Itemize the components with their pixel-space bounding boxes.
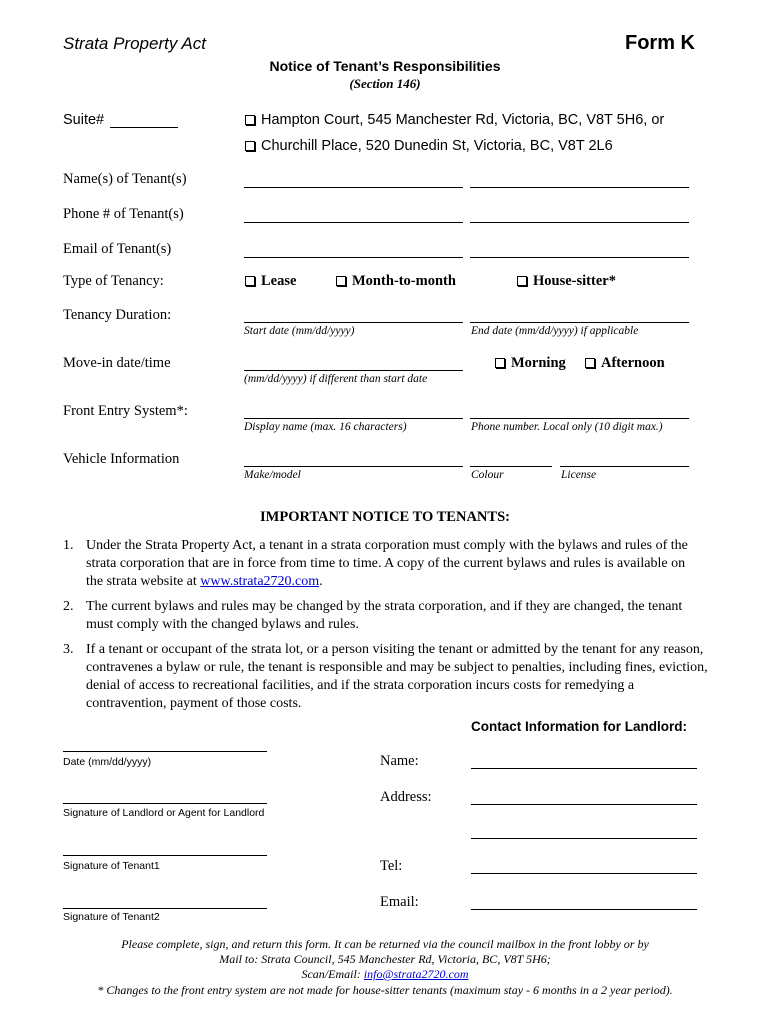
checkbox-icon[interactable] bbox=[245, 276, 255, 286]
tenant-email-1-line[interactable] bbox=[244, 257, 463, 258]
movein-label: Move-in date/time bbox=[63, 355, 171, 371]
checkbox-icon[interactable] bbox=[585, 358, 595, 368]
checkbox-icon[interactable] bbox=[245, 115, 255, 125]
notice-item-3-number: 3. bbox=[63, 642, 74, 657]
tenant1-signature-caption: Signature of Tenant1 bbox=[63, 860, 160, 872]
landlord-signature-line[interactable] bbox=[63, 803, 267, 804]
landlord-tel-line[interactable] bbox=[471, 873, 697, 874]
entry-phone-line[interactable] bbox=[470, 418, 689, 419]
colour-line[interactable] bbox=[470, 466, 552, 467]
month-to-month-option[interactable] bbox=[336, 273, 456, 290]
checkbox-icon[interactable] bbox=[336, 276, 346, 286]
footer-scan-label: Scan/Email: bbox=[301, 967, 364, 981]
end-date-caption: End date (mm/dd/yyyy) if applicable bbox=[471, 325, 639, 337]
notice-item-3-text: If a tenant or occupant of the strata lot, or a person visiting the tenant or admitted by the tenant for any reason, contravenes a bylaw or rule, the tenant is responsible and may be subject to penalties, including fines, eviction, denial of access to recreational facilities, and if the strata corporation incurs costs for remedying a contravention, payment of those costs. bbox=[86, 642, 708, 711]
make-model-line[interactable] bbox=[244, 466, 463, 467]
notice-item-1-end: . bbox=[319, 574, 323, 589]
lease-option[interactable] bbox=[245, 273, 296, 290]
license-caption: License bbox=[561, 469, 597, 481]
tenant1-signature-line[interactable] bbox=[63, 855, 267, 856]
notice-item-1-number: 1. bbox=[63, 538, 74, 553]
landlord-contact-heading: Contact Information for Landlord: bbox=[471, 719, 687, 734]
tenant-name-1-line[interactable] bbox=[244, 187, 463, 188]
checkbox-icon[interactable] bbox=[495, 358, 505, 368]
notice-item-2-text: The current bylaws and rules may be changed by the strata corporation, and if they are changed, the tenant must comply with the changed bylaws and rules. bbox=[86, 599, 683, 632]
display-name-caption: Display name (max. 16 characters) bbox=[244, 421, 407, 433]
tenant-phone-1-line[interactable] bbox=[244, 222, 463, 223]
notice-item-1-text: Under the Strata Property Act, a tenant in a strata corporation must comply with the bylaws and rules of the strata corporation that are in force from time to time. A copy of the current bylaws and rules is available on the strata website at bbox=[86, 538, 688, 589]
front-entry-label: Front Entry System*: bbox=[63, 403, 188, 419]
tenancy-type-label: Type of Tenancy: bbox=[63, 273, 164, 289]
suite-label: Suite# bbox=[63, 112, 105, 128]
morning-option[interactable] bbox=[495, 355, 566, 372]
start-date-line[interactable] bbox=[244, 322, 463, 323]
landlord-address-label: Address: bbox=[380, 789, 432, 805]
notice-item-2-number: 2. bbox=[63, 599, 74, 614]
footer-line-3 bbox=[0, 967, 770, 982]
date-caption: Date (mm/dd/yyyy) bbox=[63, 756, 152, 768]
footer-line-4: * Changes to the front entry system are not made for house-sitter tenants (maximum stay - 6 months in a 2 year period). bbox=[97, 983, 673, 997]
landlord-email-label: Email: bbox=[380, 894, 419, 910]
phone-label: Phone # of Tenant(s) bbox=[63, 206, 184, 222]
suite-option-hampton-label: Hampton Court, 545 Manchester Rd, Victoria, BC, V8T 5H6, or bbox=[261, 112, 665, 128]
form-label: Form K bbox=[625, 32, 695, 54]
footer-line-2: Mail to: Strata Council, 545 Manchester Rd, Victoria, BC, V8T 5H6; bbox=[219, 952, 551, 966]
landlord-name-line[interactable] bbox=[471, 768, 697, 769]
house-sitter-label: House-sitter* bbox=[533, 273, 616, 289]
act-title: Strata Property Act bbox=[63, 34, 206, 53]
movein-caption: (mm/dd/yyyy) if different than start date bbox=[244, 373, 428, 385]
suite-option-churchill-label: Churchill Place, 520 Dunedin St, Victoria, BC, V8T 2L6 bbox=[261, 138, 613, 154]
house-sitter-option[interactable] bbox=[517, 273, 616, 290]
tenant-name-2-line[interactable] bbox=[470, 187, 689, 188]
end-date-line[interactable] bbox=[470, 322, 689, 323]
checkbox-icon[interactable] bbox=[517, 276, 527, 286]
month-to-month-label: Month-to-month bbox=[352, 273, 456, 289]
tenant-phone-2-line[interactable] bbox=[470, 222, 689, 223]
phone-number-caption: Phone number. Local only (10 digit max.) bbox=[471, 421, 663, 433]
lease-label: Lease bbox=[261, 273, 297, 289]
tenant2-signature-caption: Signature of Tenant2 bbox=[63, 911, 160, 923]
display-name-line[interactable] bbox=[244, 418, 463, 419]
afternoon-label: Afternoon bbox=[601, 355, 665, 371]
section-ref: (Section 146) bbox=[349, 76, 421, 91]
landlord-address-line-1[interactable] bbox=[471, 804, 697, 805]
strata-website-link[interactable]: www.strata2720.com bbox=[200, 574, 320, 589]
morning-label: Morning bbox=[511, 355, 566, 371]
colour-caption: Colour bbox=[471, 469, 504, 481]
start-date-caption: Start date (mm/dd/yyyy) bbox=[244, 325, 355, 337]
checkbox-icon[interactable] bbox=[245, 141, 255, 151]
suite-option-hampton[interactable] bbox=[245, 112, 664, 128]
landlord-address-line-2[interactable] bbox=[471, 838, 697, 839]
footer-line-1: Please complete, sign, and return this form. It can be returned via the council mailbox in the front lobby or by bbox=[121, 937, 649, 951]
movein-date-line[interactable] bbox=[244, 370, 463, 371]
vehicle-label: Vehicle Information bbox=[63, 451, 180, 467]
notice-title: Notice of Tenant’s Responsibilities bbox=[269, 58, 501, 74]
landlord-signature-caption: Signature of Landlord or Agent for Landlord bbox=[63, 807, 265, 819]
landlord-tel-label: Tel: bbox=[380, 858, 403, 874]
license-line[interactable] bbox=[560, 466, 689, 467]
email-label: Email of Tenant(s) bbox=[63, 241, 172, 257]
council-email-link[interactable]: info@strata2720.com bbox=[363, 967, 469, 981]
afternoon-option[interactable] bbox=[585, 355, 665, 372]
suite-input-line[interactable] bbox=[110, 127, 178, 128]
suite-option-churchill[interactable] bbox=[245, 138, 613, 154]
tenant-email-2-line[interactable] bbox=[470, 257, 689, 258]
notice-heading: IMPORTANT NOTICE TO TENANTS: bbox=[260, 509, 510, 525]
names-label: Name(s) of Tenant(s) bbox=[63, 171, 187, 187]
tenant2-signature-line[interactable] bbox=[63, 908, 267, 909]
notice-item-1 bbox=[86, 537, 704, 591]
duration-label: Tenancy Duration: bbox=[63, 307, 172, 323]
landlord-email-line[interactable] bbox=[471, 909, 697, 910]
make-caption: Make/model bbox=[244, 469, 301, 481]
landlord-name-label: Name: bbox=[380, 753, 419, 769]
date-line[interactable] bbox=[63, 751, 267, 752]
